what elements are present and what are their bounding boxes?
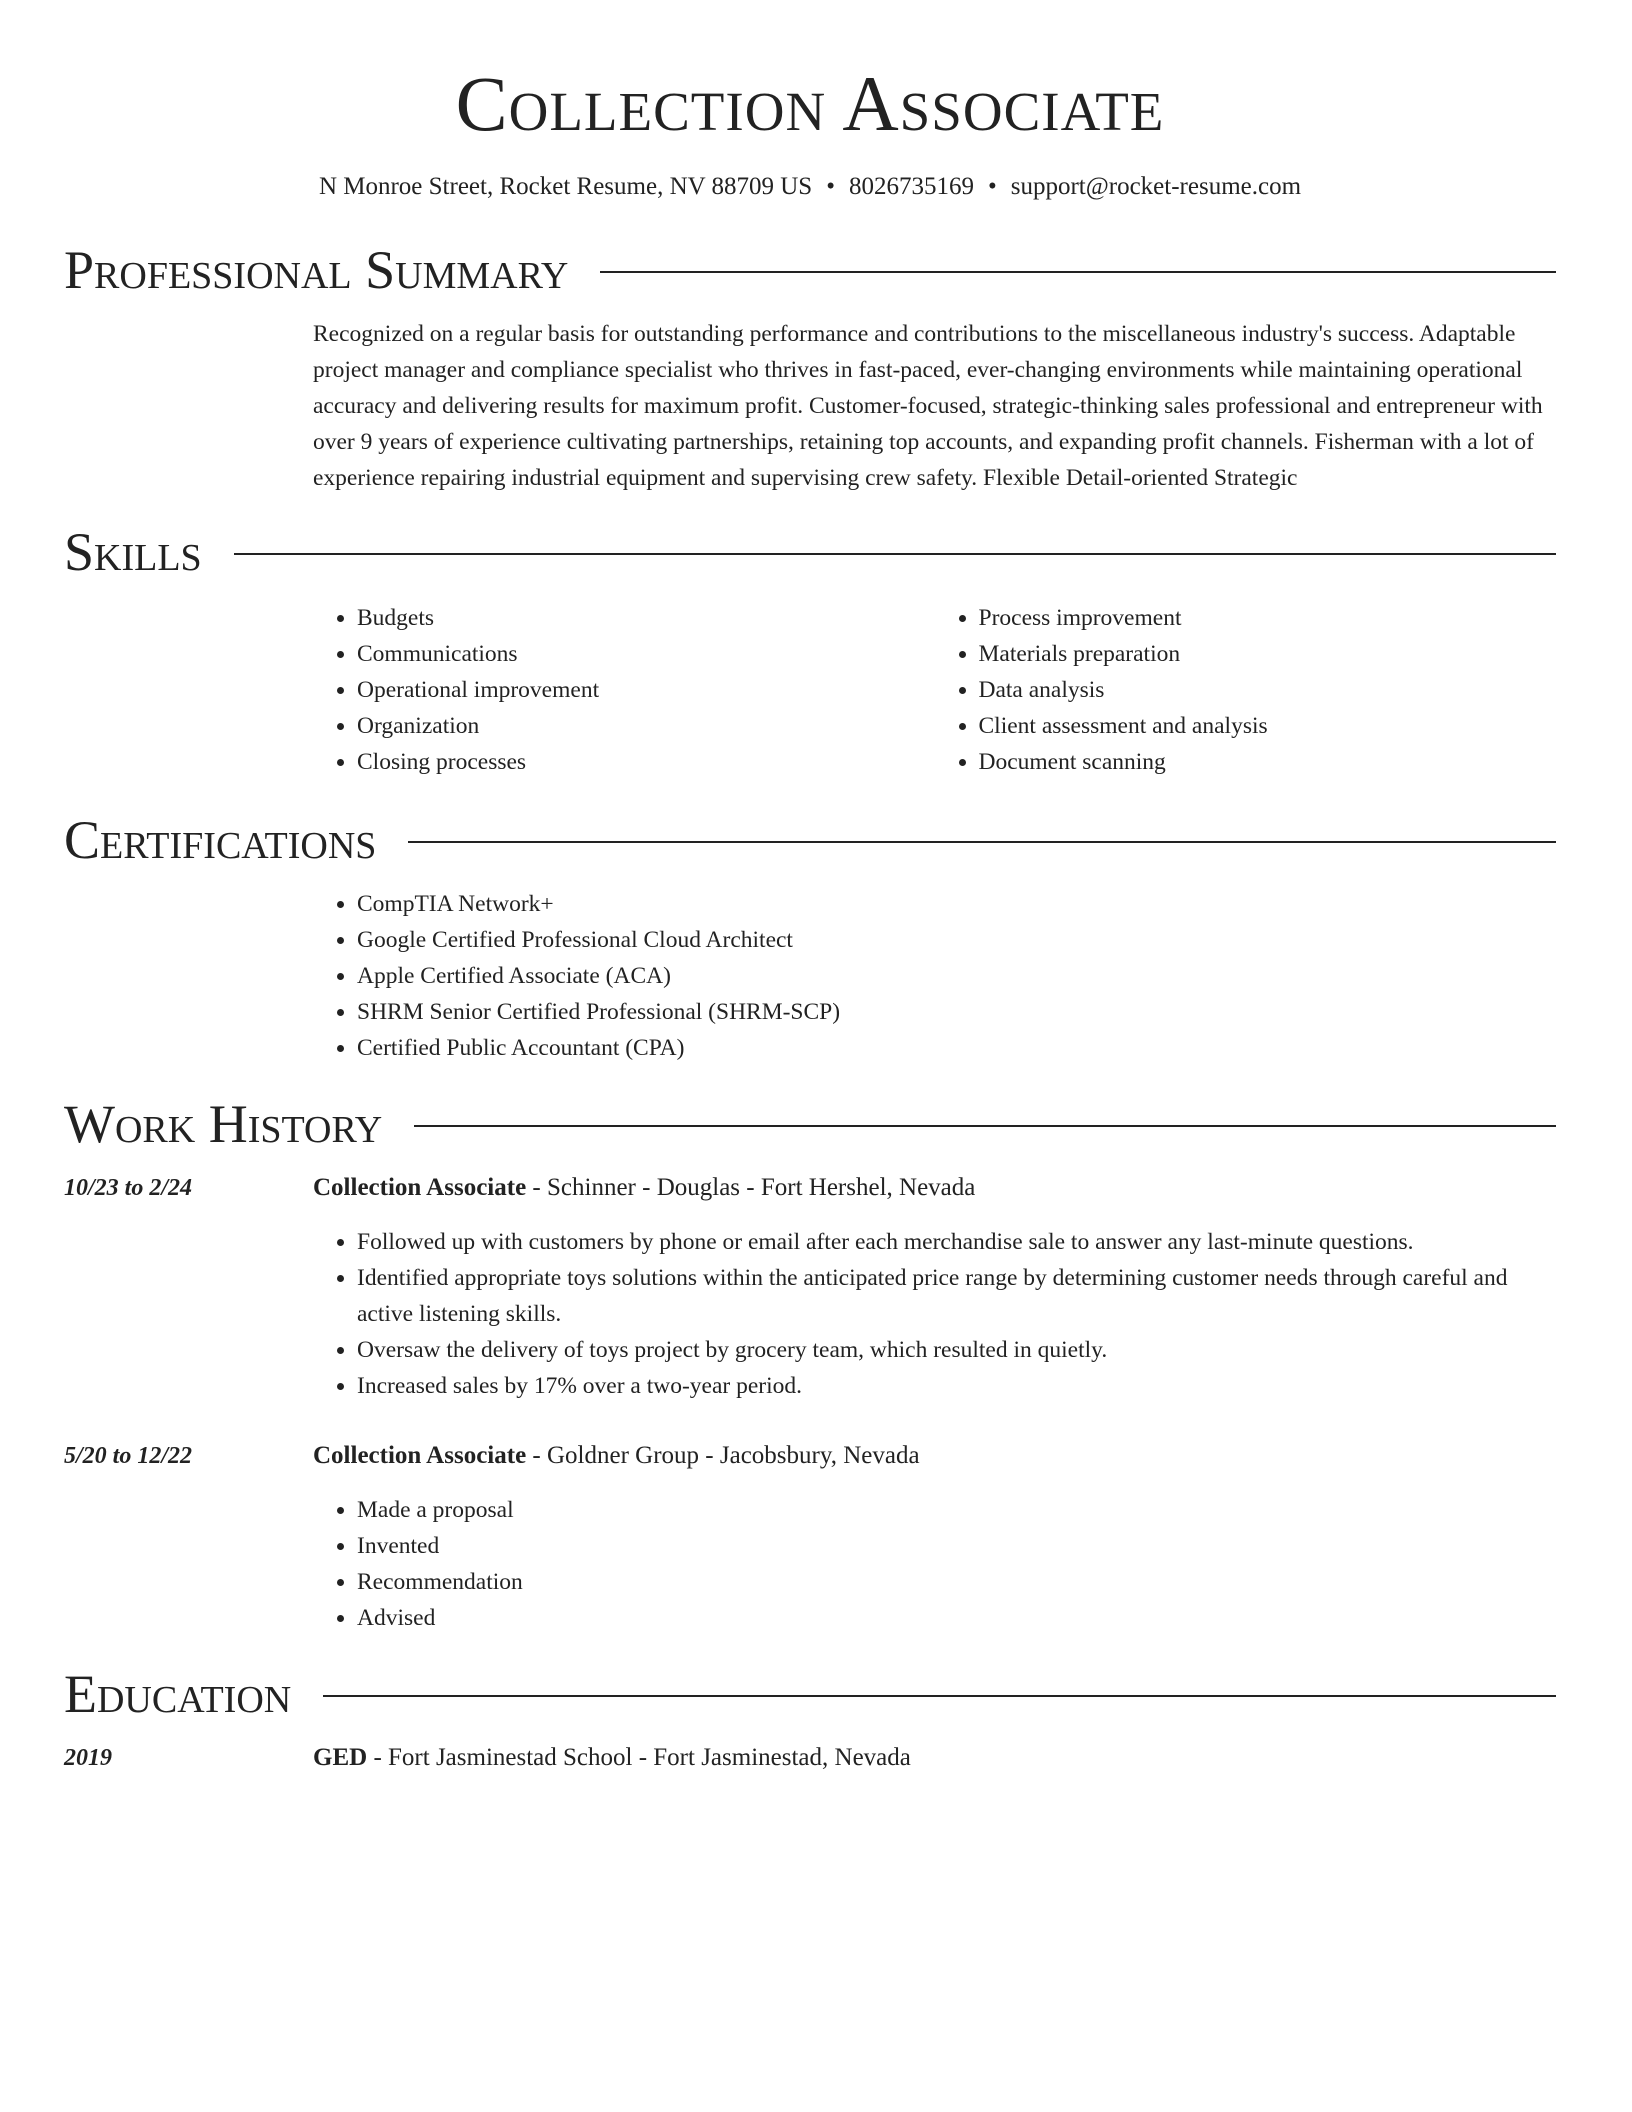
job-heading xyxy=(313,1170,1556,1206)
section-divider xyxy=(414,1125,1556,1127)
summary-text: Recognized on a regular basis for outstanding performance and contributions to the miscellaneous industry's success. Adaptable project manager and compliance specialist who thrives in fast-paced, ever-changing environments while maintaining operational accuracy and delivering results for maximum profit. Customer-focused, strategic-thinking sales professional and entrepreneur with over 9 years of experience cultivating partnerships, retaining top accounts, and expanding profit channels. Fisherman with a lot of experience repairing industrial equipment and supervising crew safety. Flexible Detail-oriented Strategic xyxy=(313,321,1543,491)
job-details: - Schinner - Douglas - Fort Hershel, Nevada xyxy=(526,1174,976,1201)
skill-item: • Communications xyxy=(357,636,935,672)
job-dates: 10/23 to 2/24 xyxy=(64,1175,193,1201)
job-bullet: • Increased sales by 17% over a two-year period. xyxy=(357,1368,1556,1404)
certification-item: • Google Certified Professional Cloud Architect xyxy=(357,922,1556,958)
job-role: Collection Associate xyxy=(313,1174,527,1201)
skill-item: • Data analysis xyxy=(979,672,1557,708)
job-bullet: • Invented xyxy=(357,1528,1556,1564)
skill-item: • Client assessment and analysis xyxy=(979,708,1557,744)
skills-list xyxy=(313,600,1556,780)
work-section-header xyxy=(64,1094,1556,1154)
contact-separator: • xyxy=(826,173,835,200)
education-section-header xyxy=(64,1664,1556,1724)
contact-email: support@rocket-resume.com xyxy=(1010,173,1302,200)
certification-item: • Certified Public Accountant (CPA) xyxy=(357,1030,1556,1066)
skills-column-left xyxy=(313,600,935,780)
job-bullet: • Followed up with customers by phone or email after each merchandise sale to answer any last-minute questions. xyxy=(357,1224,1556,1260)
resume-name: Collection Associate xyxy=(455,60,1165,147)
skill-item: • Budgets xyxy=(357,600,935,636)
resume-page xyxy=(64,0,1556,1776)
job-bullet: • Advised xyxy=(357,1600,1556,1636)
certifications-section-header xyxy=(64,810,1556,870)
section-divider xyxy=(600,271,1556,273)
job-entry xyxy=(64,1438,1556,1474)
job-bullet: • Oversaw the delivery of toys project by grocery team, which resulted in quietly. xyxy=(357,1332,1556,1368)
job-bullet: • Recommendation xyxy=(357,1564,1556,1600)
education-title: Education xyxy=(64,1664,292,1724)
job-details: - Goldner Group - Jacobsbury, Nevada xyxy=(526,1442,920,1469)
job-role: Collection Associate xyxy=(313,1442,527,1469)
education-details: - Fort Jasminestad School - Fort Jasminestad, Nevada xyxy=(367,1744,911,1771)
skills-title: Skills xyxy=(64,522,202,582)
skill-item: • Closing processes xyxy=(357,744,935,780)
certifications-list xyxy=(313,886,1556,1066)
summary-section-header xyxy=(64,240,1556,300)
job-dates: 5/20 to 12/22 xyxy=(64,1443,193,1469)
section-divider xyxy=(408,841,1556,843)
education-degree: GED xyxy=(313,1744,368,1771)
job-bullet: • Made a proposal xyxy=(357,1492,1556,1528)
skill-item: • Process improvement xyxy=(979,600,1557,636)
certification-item: • SHRM Senior Certified Professional (SHRM-SCP) xyxy=(357,994,1556,1030)
skills-section-header xyxy=(64,522,1556,582)
summary-title: Professional Summary xyxy=(64,240,569,300)
education-entry xyxy=(64,1740,1556,1776)
skill-item: • Organization xyxy=(357,708,935,744)
contact-separator: • xyxy=(987,173,997,200)
section-divider xyxy=(234,553,1556,555)
job-bullets xyxy=(313,1492,1556,1636)
certifications-title: Certifications xyxy=(64,810,377,870)
contact-line xyxy=(64,172,1556,202)
skill-item: • Operational improvement xyxy=(357,672,935,708)
work-title: Work History xyxy=(64,1094,383,1154)
certification-item: • CompTIA Network+ xyxy=(357,886,1556,922)
education-heading xyxy=(313,1740,1556,1776)
contact-address: N Monroe Street, Rocket Resume, NV 88709 US xyxy=(318,173,813,200)
job-bullet: • Identified appropriate toys solutions within the anticipated price range by determining customer needs through careful and active listening skills. xyxy=(357,1260,1556,1332)
job-entry xyxy=(64,1170,1556,1206)
contact-phone: 8026735169 xyxy=(848,173,974,200)
education-year: 2019 xyxy=(64,1745,112,1771)
certification-item: • Apple Certified Associate (ACA) xyxy=(357,958,1556,994)
job-bullets xyxy=(313,1224,1556,1404)
job-heading xyxy=(313,1438,1556,1474)
skill-item: • Materials preparation xyxy=(979,636,1557,672)
section-divider xyxy=(323,1695,1556,1697)
skills-column-right xyxy=(935,600,1557,780)
skill-item: • Document scanning xyxy=(979,744,1557,780)
